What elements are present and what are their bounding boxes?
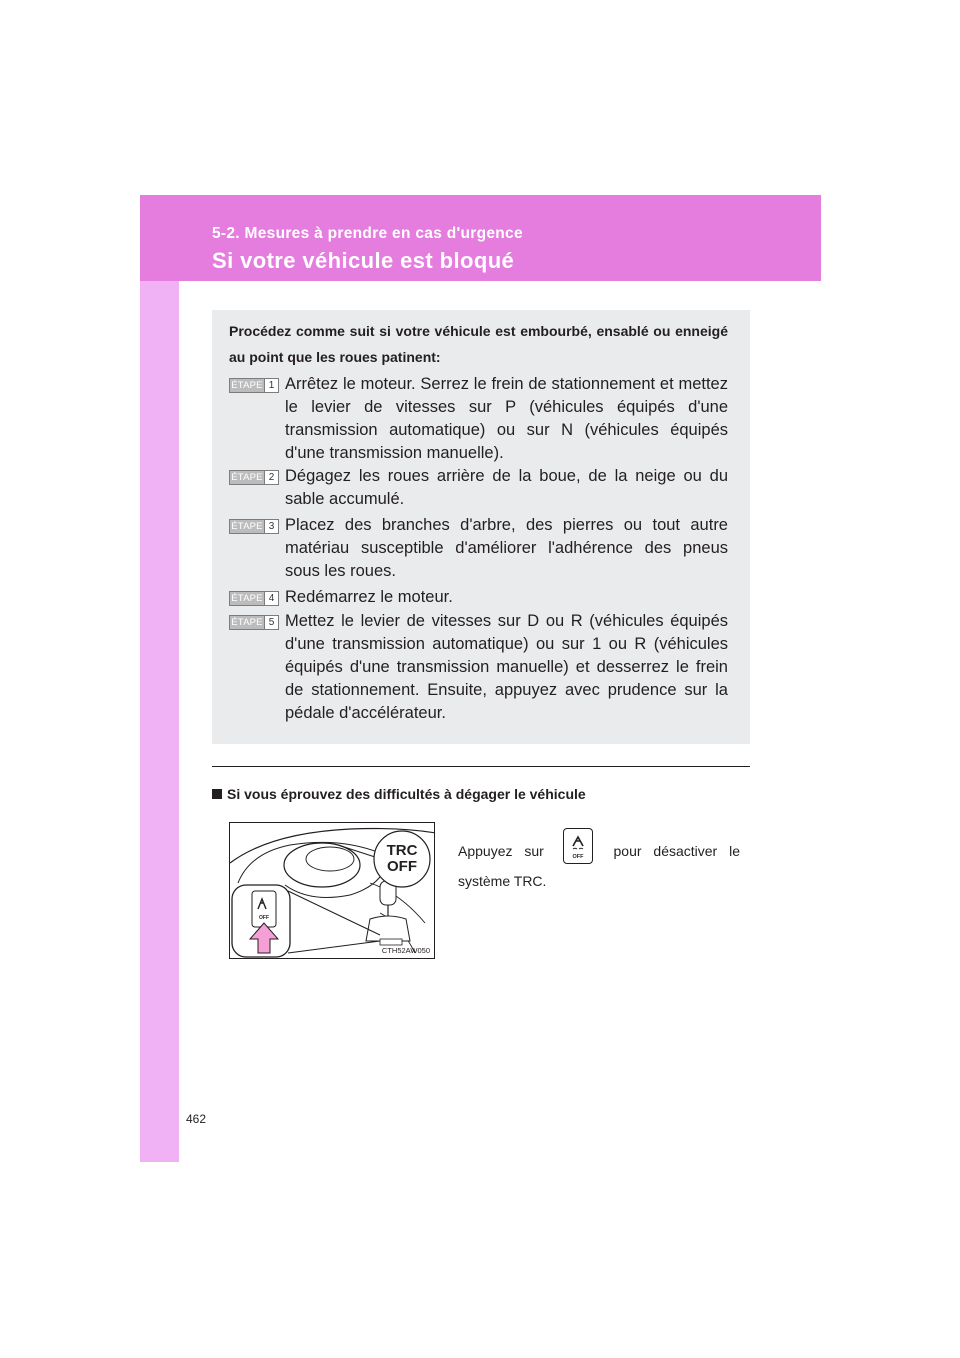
page-sidebar-tab	[140, 195, 179, 1162]
desc-word: Appuyez	[458, 843, 513, 859]
desc-line-2: système TRC.	[458, 873, 547, 889]
button-label: OFF	[259, 915, 269, 921]
desc-word: désactiver	[653, 843, 718, 859]
page-title: Si votre véhicule est bloqué	[212, 248, 515, 273]
note-heading: Si vous éprouvez des difficultés à dégager le véhicule	[212, 786, 586, 802]
desc-word: le	[729, 843, 740, 859]
desc-word: pour	[613, 843, 642, 859]
step-badge: ÉTAPE 2	[229, 470, 279, 485]
figure-code: CTH52AW050	[381, 946, 430, 955]
step-text: Placez des branches d'arbre, des pierres ou tout autre matériau susceptible d'améliorer l'adhérence des pneus sous les roues.	[285, 516, 728, 580]
bullet-square-icon	[212, 789, 222, 799]
step-text: Dégagez les roues arrière de la boue, de la neige ou du sable accumulé.	[285, 467, 728, 508]
page-number: 462	[186, 1112, 207, 1126]
callout-line-1: TRC	[386, 842, 418, 859]
step-badge: ÉTAPE 3	[229, 519, 279, 534]
procedure-step	[229, 465, 728, 511]
inline-button-label: OFF	[572, 854, 584, 860]
section-divider	[212, 766, 750, 767]
section-label: 5-2. Mesures à prendre en cas d'urgence	[212, 225, 523, 242]
step-badge: ÉTAPE 1	[229, 378, 279, 393]
procedure-step	[229, 514, 728, 583]
procedure-step	[229, 610, 728, 725]
trc-illustration	[229, 822, 435, 959]
dashboard-illustration	[230, 823, 435, 959]
procedure-step	[229, 586, 728, 609]
procedure-step	[229, 373, 728, 465]
step-text: Arrêtez le moteur. Serrez le frein de stationnement et mettez le levier de vitesses sur P (véhicules équipés d'une transmission automatique) ou sur N (véhicules équipés d'une transmission manuelle).	[285, 375, 728, 462]
step-text: Redémarrez le moteur.	[285, 588, 453, 606]
desc-word: sur	[524, 843, 544, 859]
step-text: Mettez le levier de vitesses sur D ou R (véhicules équipés d'une transmission automatique) ou sur 1 ou R (véhicules équipés d'une transmission manuelle) et desserrez le frein de stationnement. Ensuite, appuyez avec prudence sur la pédale d'accélérateur.	[285, 612, 728, 722]
note-description	[458, 836, 740, 896]
step-badge: ÉTAPE 5	[229, 615, 279, 630]
procedure-intro: Procédez comme suit si votre véhicule est embourbé, ensablé ou enneigé au point que les roues patinent:	[229, 323, 728, 365]
callout-line-2: OFF	[387, 858, 417, 875]
step-badge: ÉTAPE 4	[229, 591, 279, 606]
